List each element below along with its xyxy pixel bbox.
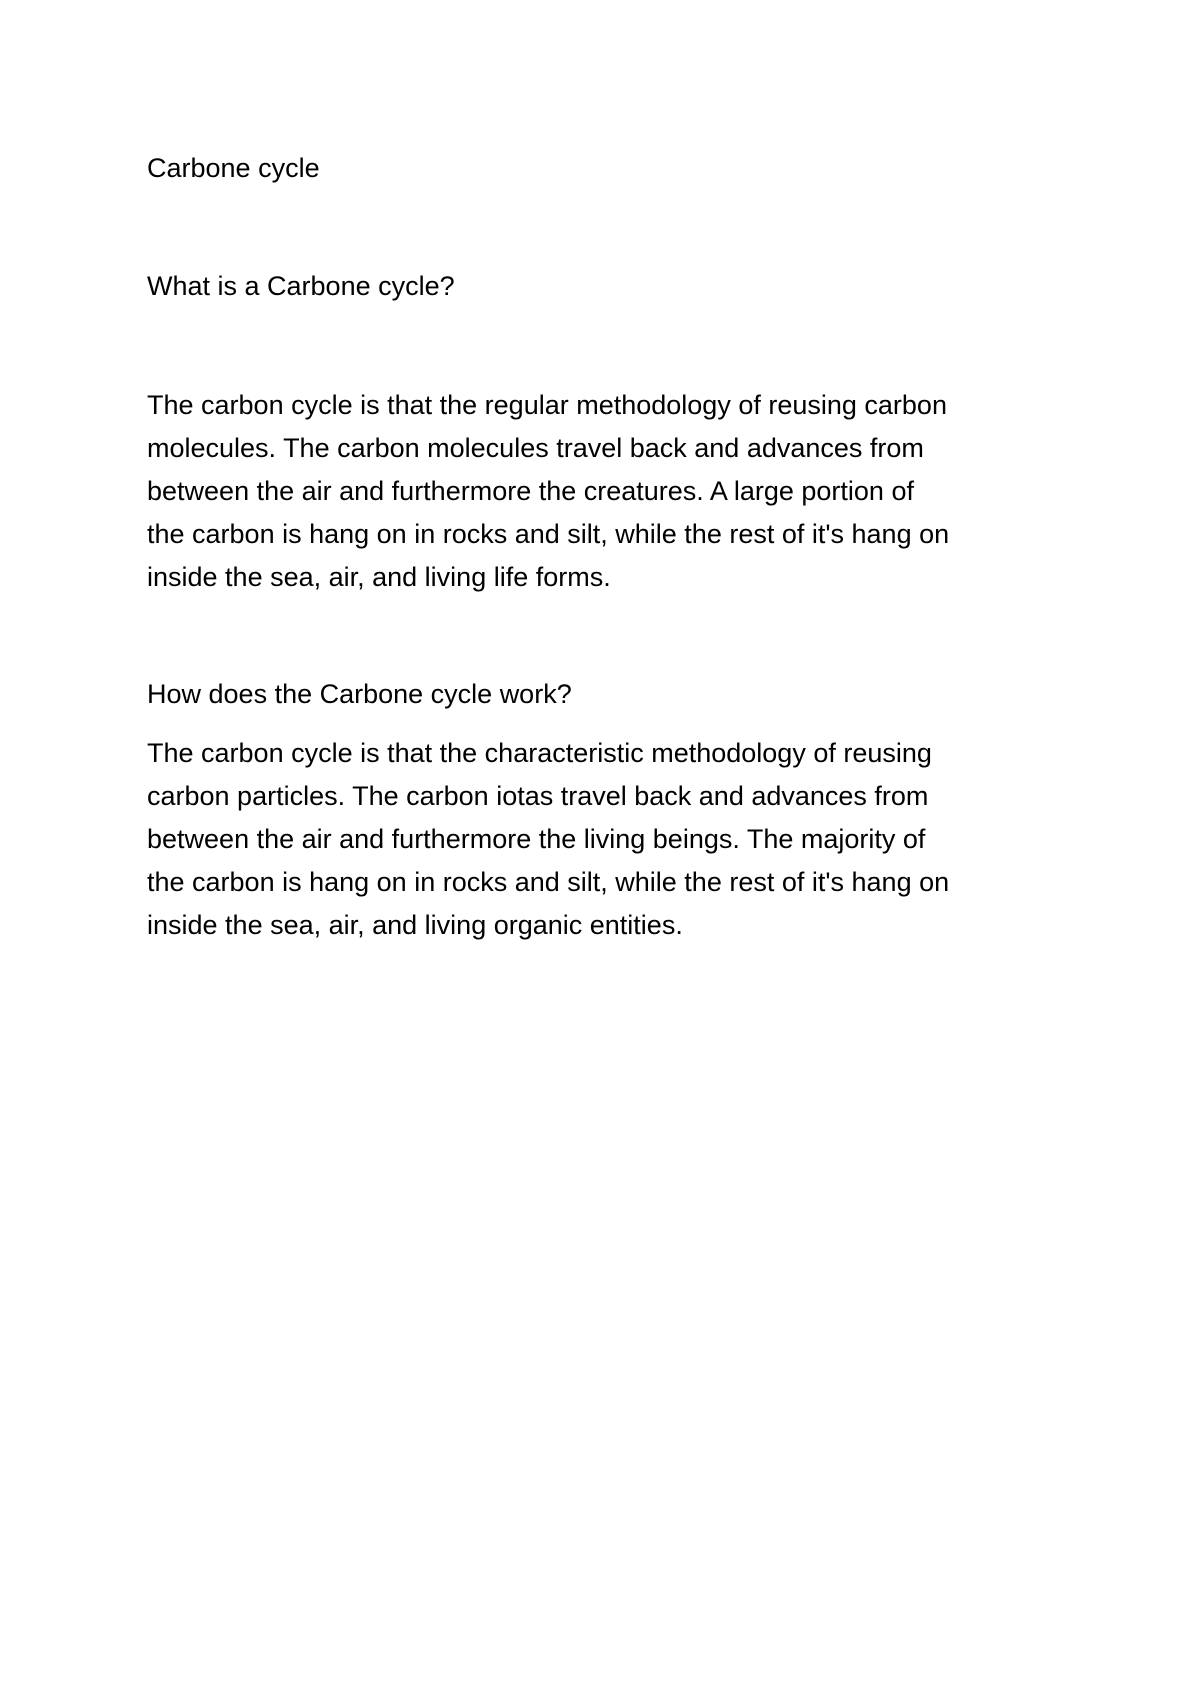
paragraph-line: molecules. The carbon molecules travel back and advances from: [147, 433, 924, 463]
paragraph-line: inside the sea, air, and living organic entities.: [147, 910, 683, 940]
paragraph-line: between the air and furthermore the living beings. The majority of: [147, 824, 926, 854]
paragraph-line: carbon particles. The carbon iotas travel back and advances from: [147, 781, 929, 811]
paragraph-line: inside the sea, air, and living life forms.: [147, 562, 611, 592]
paragraph-what-is: [147, 384, 1067, 599]
paragraph-line: between the air and furthermore the creatures. A large portion of: [147, 476, 914, 506]
paragraph-how-it-works: [147, 732, 1067, 947]
paragraph-line: the carbon is hang on in rocks and silt, while the rest of it's hang on: [147, 867, 950, 897]
document-title: Carbone cycle: [147, 153, 320, 183]
paragraph-line: The carbon cycle is that the regular methodology of reusing carbon: [147, 390, 947, 420]
section-heading-how-it-works: How does the Carbone cycle work?: [147, 679, 572, 709]
paragraph-line: The carbon cycle is that the characteristic methodology of reusing: [147, 738, 932, 768]
section-heading-what-is: What is a Carbone cycle?: [147, 271, 455, 301]
paragraph-line: the carbon is hang on in rocks and silt, while the rest of it's hang on: [147, 519, 950, 549]
